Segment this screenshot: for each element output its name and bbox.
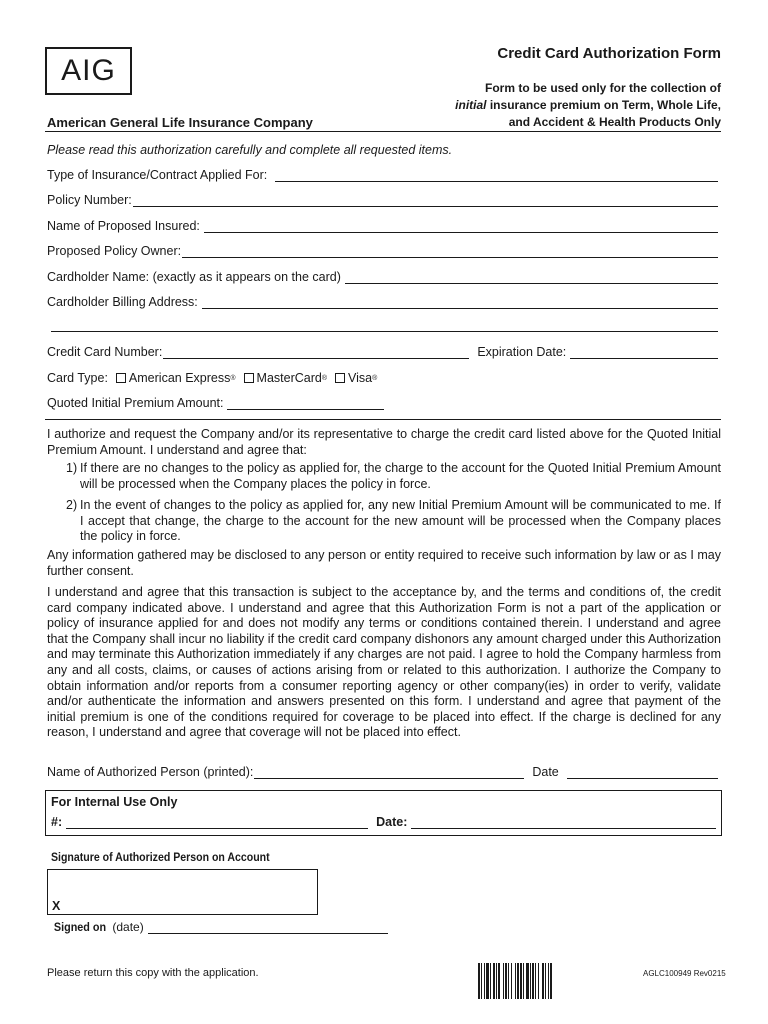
signed-on-input[interactable] [148, 923, 388, 934]
intro-text: Please read this authorization carefully and complete all requested items. [47, 143, 453, 157]
insurance-type-field [47, 168, 718, 182]
mastercard-label: MasterCard [256, 371, 322, 385]
company-name: American General Life Insurance Company [47, 115, 313, 130]
form-subtitle [451, 80, 721, 131]
policy-number-field [47, 193, 718, 207]
proposed-insured-label: Name of Proposed Insured: [47, 219, 200, 233]
billing-address-line2-input[interactable] [51, 320, 718, 332]
signature-box[interactable] [47, 869, 318, 915]
subtitle-pre: Form to be used only for the collection of [484, 81, 721, 95]
signature-label: Signature of Authorized Person on Account [51, 850, 270, 864]
amex-checkbox[interactable] [116, 373, 126, 383]
barcode [478, 963, 598, 999]
internal-number-label: #: [51, 815, 63, 829]
internal-date-label: Date: [376, 815, 408, 829]
return-note: Please return this copy with the application. [47, 967, 259, 979]
visa-reg-mark: ® [372, 374, 378, 382]
terms-item-2-text: In the event of changes to the policy as applied for, any new Initial Premium Amount will be communicated to me. If I accept that change, the charge to the account for the new amount will be processed when the Company places the policy in force. [80, 498, 721, 544]
card-type-label: Card Type: [47, 371, 108, 385]
header-divider [45, 131, 721, 132]
proposed-insured-field [47, 219, 718, 233]
card-number-input[interactable] [163, 347, 469, 359]
terms-disclosure: Any information gathered may be disclosed to any person or entity required to receive such information by law or as I may further consent. [47, 548, 721, 578]
form-title: Credit Card Authorization Form [497, 45, 721, 62]
mastercard-checkbox[interactable] [244, 373, 254, 383]
billing-address-line2-field [51, 320, 718, 332]
signed-on-field [51, 920, 388, 934]
amex-reg-mark: ® [230, 374, 236, 382]
policy-owner-field [47, 244, 718, 258]
premium-field [47, 396, 718, 410]
authorized-name-input[interactable] [254, 767, 524, 779]
aig-logo [45, 47, 132, 95]
terms-item-1-number: 1) [66, 461, 78, 475]
card-type-row [47, 371, 377, 385]
internal-number-input[interactable] [66, 817, 368, 829]
authorized-date-label: Date [532, 765, 559, 779]
cardholder-name-input[interactable] [345, 272, 718, 284]
terms-item-2-number: 2) [66, 498, 78, 512]
terms-item-2 [66, 498, 721, 545]
subtitle-italic: initial [455, 98, 487, 112]
signed-on-sublabel: (date) [112, 920, 144, 934]
terms-item-1 [66, 461, 721, 492]
terms-conditions: I understand and agree that this transaction is subject to the acceptance by, and the terms and conditions of, the credit card company indicated above. I understand and agree that this Authorization Form is not a part of the application or policy of insurance applied for and does not modify any terms or conditions contained therein. I understand and agree that the Company shall incur no liability if the credit card company dishonors any amount charged under this Authorization and may terminate this Authorization immediately if any charges are not paid. I agree to hold the Company harmless from any and all costs, claims, or causes of actions arising from or related to this authorization. I authorize the Company to obtain information and/or reports from a consumer reporting agency or other company(ies) in order to verify, validate and/or authenticate the information and answers presented on this form. I understand and agree that payment of the initial premium is one of the conditions required for coverage to be placed into effect. If the charge is declined for any reason, I understand and agree that coverage will not be placed into effect. [47, 585, 721, 740]
visa-checkbox[interactable] [335, 373, 345, 383]
policy-owner-input[interactable] [182, 246, 718, 258]
barcode-bar [552, 963, 553, 999]
billing-address-field [47, 295, 718, 309]
policy-owner-label: Proposed Policy Owner: [47, 244, 182, 258]
form-code: AGLC100949 Rev0215 [643, 969, 726, 978]
billing-address-input[interactable] [202, 297, 718, 309]
subtitle-post: insurance premium on Term, Whole Life, and Accident & Health Products Only [486, 98, 721, 129]
policy-number-input[interactable] [133, 195, 718, 207]
insurance-type-label: Type of Insurance/Contract Applied For: [47, 168, 268, 182]
authorized-name-label: Name of Authorized Person (printed): [47, 765, 254, 779]
visa-label: Visa [348, 371, 373, 385]
section-divider [45, 419, 721, 420]
insurance-type-input[interactable] [275, 170, 718, 182]
signed-on-label: Signed on [53, 920, 107, 934]
internal-use-row [51, 815, 716, 829]
proposed-insured-input[interactable] [204, 221, 718, 233]
mastercard-reg-mark: ® [321, 374, 327, 382]
expiration-label: Expiration Date: [477, 345, 567, 359]
amex-label: American Express [128, 371, 231, 385]
premium-input[interactable] [227, 398, 384, 410]
billing-address-label: Cardholder Billing Address: [47, 295, 198, 309]
terms-item-1-text: If there are no changes to the policy as applied for, the charge to the account for the Quoted Initial Premium Amount will be processed when the Company places the policy in force. [80, 461, 721, 491]
card-number-field [47, 345, 718, 359]
signature-x-mark: X [52, 899, 61, 913]
terms-intro: I authorize and request the Company and/or its representative to charge the credit card listed above for the Quoted Initial Premium Amount. I understand and agree that: [47, 427, 721, 457]
authorized-name-field [47, 765, 718, 779]
premium-label: Quoted Initial Premium Amount: [47, 396, 224, 410]
cardholder-name-field [47, 270, 718, 284]
policy-number-label: Policy Number: [47, 193, 132, 207]
expiration-input[interactable] [570, 347, 718, 359]
cardholder-name-label: Cardholder Name: (exactly as it appears on the card) [47, 270, 341, 284]
card-number-label: Credit Card Number: [47, 345, 163, 359]
authorized-date-input[interactable] [567, 767, 718, 779]
internal-date-input[interactable] [411, 817, 716, 829]
internal-use-title: For Internal Use Only [51, 795, 178, 809]
logo-text: AIG [61, 54, 116, 87]
